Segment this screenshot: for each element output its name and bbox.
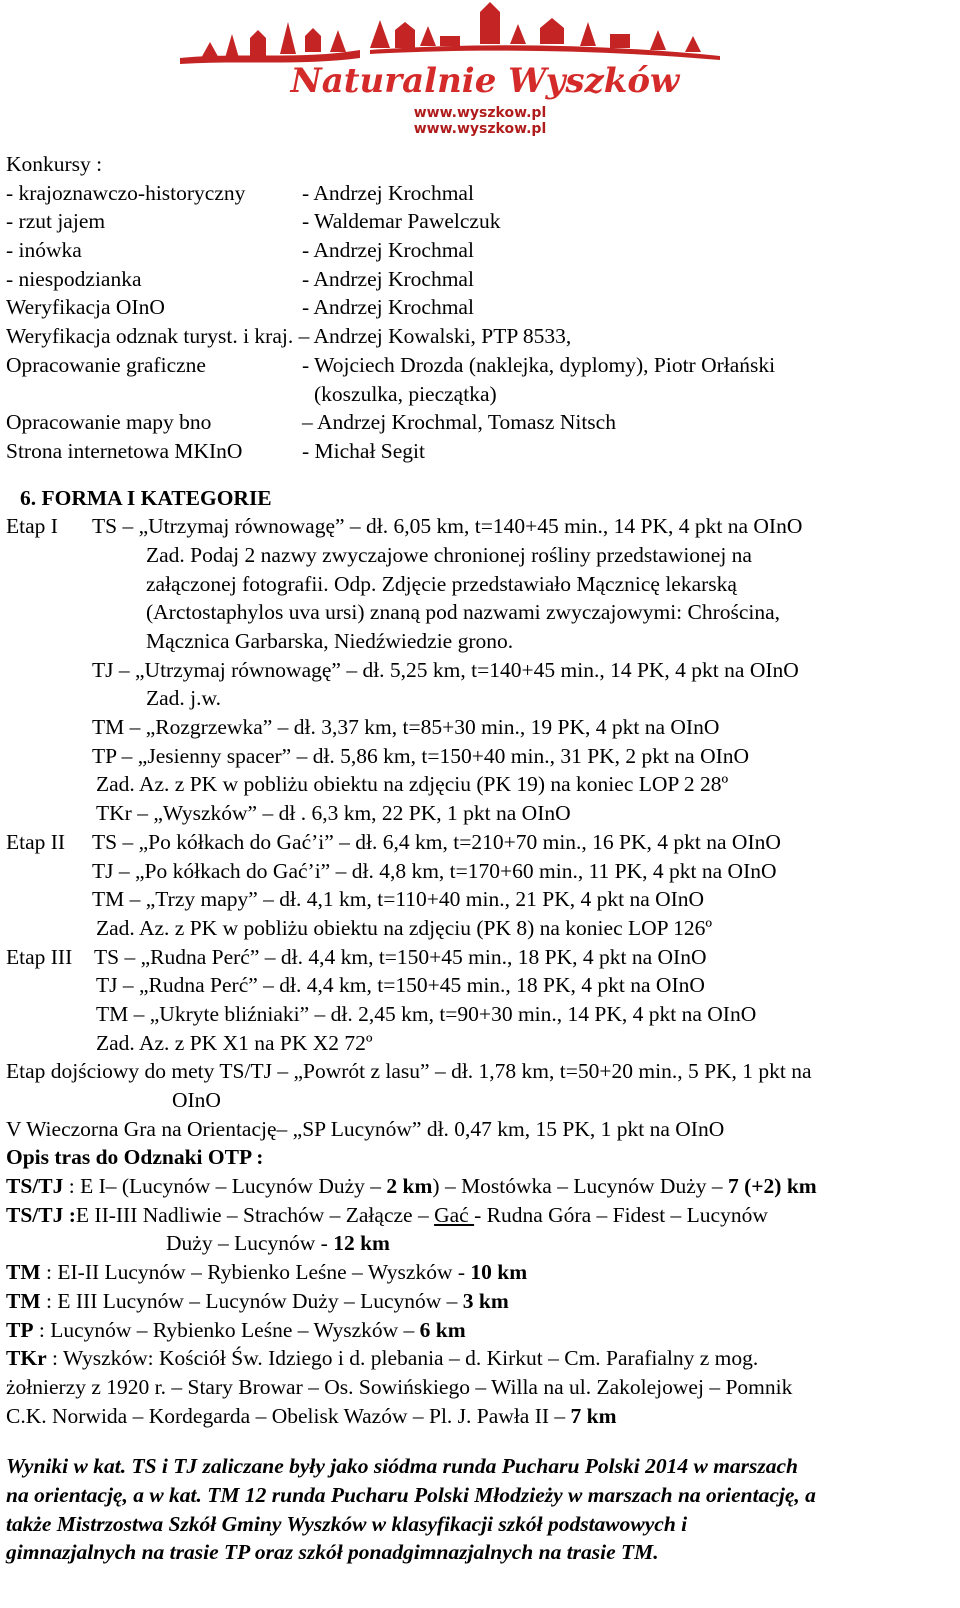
otp-key: TM [6,1288,41,1313]
konkurs-value: - Andrzej Krochmal [302,295,474,320]
etap-dojsciowy-cont: OInO [172,1088,221,1112]
otp-key: TKr [6,1346,47,1371]
otp-route-2 [6,1201,956,1230]
konkurs-label: Weryfikacja OInO [6,295,165,320]
konkurs-row [6,179,956,208]
otp-text: : E III Lucynów – Lucynów Duży – Lucynów – [40,1288,463,1313]
konkursy-title: Konkursy : [6,152,103,176]
etap-1-ts [6,512,956,541]
otp-route-6-line-3 [6,1402,956,1431]
konkurs-label: - inówka [6,238,82,263]
wyniki-note [6,1452,956,1567]
wyniki-line: na orientację, a w kat. TM 12 runda Pucharu Polski Młodzieży w marszach na orientację, a [6,1482,816,1507]
etap-3-tm: TM – „Ukryte bliźniaki” – dł. 2,45 km, t=90+30 min., 14 PK, 4 pkt na OInO [96,1001,757,1026]
etap-1-task-line: Mącznica Garbarska, Niedźwiedzie grono. [146,629,514,653]
etap-2-task: Zad. Az. z PK w pobliżu obiektu na zdjęciu (PK 8) na koniec LOP 126º [96,915,713,940]
otp-title: Opis tras do Odznaki OTP : [6,1145,264,1170]
etap-1-task-line: Zad. Podaj 2 nazwy zwyczajowe chronionej rośliny przedstawionej na [146,542,752,567]
weryfikacja-odznak: Weryfikacja odznak turyst. i kraj. – Andrzej Kowalski, PTP 8533, [6,324,572,349]
otp-key: TS/TJ : [6,1202,76,1227]
otp-route-1 [6,1172,956,1201]
otp-text: : E I– (Lucynów – Lucynów Duży – [63,1174,387,1199]
konkurs-value: - Andrzej Krochmal [302,238,474,263]
konkurs-row [6,207,956,236]
wieczorna-gra: V Wieczorna Gra na Orientację– „SP Lucynów” dł. 0,47 km, 15 PK, 1 pkt na OInO [6,1116,725,1141]
naturalnie-wyszkow-logo [180,0,760,145]
etap-1-tj: TJ – „Utrzymaj równowagę” – dł. 5,25 km, t=140+45 min., 14 PK, 4 pkt na OInO [92,657,799,682]
etap-1-tp: TP – „Jesienny spacer” – dł. 5,86 km, t=150+40 min., 31 PK, 2 pkt na OInO [92,743,750,768]
otp-key: TM [6,1260,41,1285]
etap-3-task: Zad. Az. z PK X1 na PK X2 72º [96,1030,373,1055]
konkurs-row [6,293,956,322]
otp-distance: 12 km [333,1231,390,1256]
otp-route-2-cont [6,1229,956,1258]
otp-text: : Wyszków: Kościół Św. Idziego i d. plebania – d. Kirkut – Cm. Parafialny z mog. [46,1346,759,1371]
konkurs-value: - Andrzej Krochmal [302,266,474,291]
konkurs-label: - niespodzianka [6,266,142,291]
etap-1-tm: TM – „Rozgrzewka” – dł. 3,37 km, t=85+30 min., 19 PK, 4 pkt na OInO [92,715,720,740]
otp-route-3 [6,1258,956,1287]
etap-label: Etap III [6,944,73,969]
logo-url-1: www.wyszkow.pl [413,105,547,121]
route-text: TS – „Po kółkach do Gać’i” – dł. 6,4 km, t=210+70 min., 16 PK, 4 pkt na OInO [92,829,781,854]
wyniki-line: także Mistrzostwa Szkół Gminy Wyszków w klasyfikacji szkół podstawowych i [6,1511,688,1536]
otp-distance: 7 km [570,1403,617,1428]
opracowanie-graficzne-label: Opracowanie graficzne [6,352,206,377]
otp-text: Duży – Lucynów - [166,1231,334,1256]
otp-distance: 10 km [470,1260,528,1285]
konkurs-row [6,236,956,265]
opracowanie-graficzne-cont: (koszulka, pieczątka) [314,381,497,406]
otp-distance: 7 (+2) km [728,1174,817,1199]
konkurs-label: - rzut jajem [6,209,106,234]
otp-text: - Rudna Góra – Fidest – Lucynów [474,1202,768,1227]
town-skyline-icon [180,2,720,64]
route-text: TS – „Utrzymaj równowagę” – dł. 6,05 km, t=140+45 min., 14 PK, 4 pkt na OInO [92,514,803,539]
etap-2-ts [6,828,956,857]
etap-label: Etap II [6,829,66,854]
strona-internetowa-label: Strona internetowa MKInO [6,438,243,463]
opracowanie-mapy-value: – Andrzej Krochmal, Tomasz Nitsch [302,410,616,435]
otp-text: C.K. Norwida – Kordegarda – Obelisk Wazów – Pl. J. Pawła II – [6,1403,571,1428]
etap-1-tj-task: Zad. j.w. [146,686,222,711]
otp-text: ) – Mostówka – Lucynów Duży – [432,1174,728,1199]
etap-label: Etap I [6,514,58,539]
otp-text: : EI-II Lucynów – Rybienko Leśne – Wyszków - [40,1260,471,1285]
otp-distance: 3 km [462,1288,509,1313]
etap-1-task-line: (Arctostaphylos uva ursi) znaną pod nazwami zwyczajowymi: Chrościna, [146,600,781,625]
etap-1-task-line: załączonej fotografii. Odp. Zdjęcie przedstawiało Mącznicę lekarską [146,571,737,596]
wyniki-line: Wyniki w kat. TS i TJ zaliczane były jako siódma runda Pucharu Polski 2014 w marszach [6,1454,799,1479]
logo-name: Naturalnie Wyszków [290,61,680,101]
logo-url-2: www.wyszkow.pl [413,121,547,137]
konkurs-value: - Andrzej Krochmal [302,180,474,205]
otp-key: TS/TJ [6,1174,64,1199]
otp-route-6 [6,1344,956,1373]
konkurs-row [6,265,956,294]
wyniki-line: gimnazjalnych na trasie TP oraz szkół ponadgimnazjalnych na trasie TM. [6,1540,659,1565]
section-title: 6. FORMA I KATEGORIE [20,485,272,510]
etap-3-ts [6,943,956,972]
strona-internetowa-row [6,437,956,466]
etap-dojsciowy: Etap dojściowy do mety TS/TJ – „Powrót z lasu” – dł. 1,78 km, t=50+20 min., 5 PK, 1 pkt na [6,1059,812,1084]
etap-2-tj: TJ – „Po kółkach do Gać’i” – dł. 4,8 km, t=170+60 min., 11 PK, 4 pkt na OInO [92,858,777,883]
otp-key: TP [6,1317,34,1342]
opracowanie-graficzne-value: - Wojciech Drozda (naklejka, dyplomy), Piotr Orłański [302,352,776,377]
otp-distance: 2 km [386,1174,433,1199]
konkurs-label: - krajoznawczo-historyczny [6,180,246,205]
etap-2-tm: TM – „Trzy mapy” – dł. 4,1 km, t=110+40 min., 21 PK, 4 pkt na OInO [92,887,705,912]
otp-text: : Lucynów – Rybienko Leśne – Wyszków – [33,1317,420,1342]
otp-distance: 6 km [419,1317,466,1342]
opracowanie-mapy-label: Opracowanie mapy bno [6,410,212,435]
otp-text-underlined: Gać [434,1202,475,1227]
etap-1-tp-task: Zad. Az. z PK w pobliżu obiektu na zdjęciu (PK 19) na koniec LOP 2 28º [96,772,729,797]
strona-internetowa-value: - Michał Segit [302,438,426,463]
otp-text: E II-III Nadliwie – Strachów – Załącze – [75,1202,435,1227]
opracowanie-mapy-row [6,408,956,437]
otp-route-5 [6,1316,956,1345]
route-text: TS – „Rudna Perć” – dł. 4,4 km, t=150+45 min., 18 PK, 4 pkt na OInO [94,944,707,969]
document-body [6,150,956,1567]
otp-route-4 [6,1287,956,1316]
konkurs-value: - Waldemar Pawelczuk [302,209,501,234]
etap-1-tkr: TKr – „Wyszków” – dł . 6,3 km, 22 PK, 1 pkt na OInO [96,801,571,826]
opracowanie-graficzne-row [6,351,956,380]
otp-route-6-line-2: żołnierzy z 1920 r. – Stary Browar – Os. Sowińskiego – Willa na ul. Zakolejowej – Pomnik [6,1374,793,1399]
etap-3-tj: TJ – „Rudna Perć” – dł. 4,4 km, t=150+45 min., 18 PK, 4 pkt na OInO [96,973,705,998]
